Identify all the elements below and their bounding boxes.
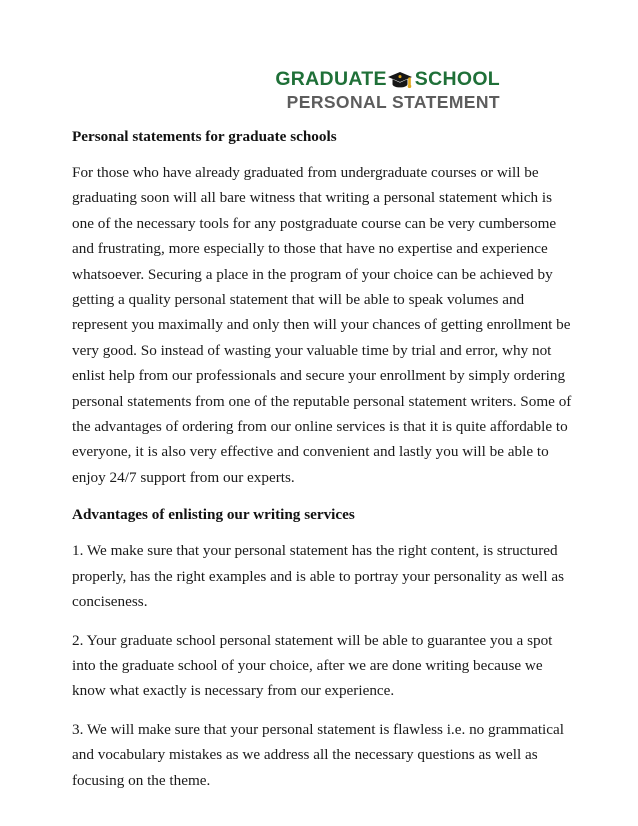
document-body bbox=[72, 126, 572, 793]
graduation-cap-icon bbox=[388, 70, 414, 89]
logo-title-line bbox=[72, 68, 500, 91]
section-heading-1: Personal statements for graduate schools bbox=[72, 128, 337, 145]
section-2-paragraph-1: 1. We make sure that your personal statement has the right content, is structured properly, has the right examples and is able to portray your personality as well as conciseness. bbox=[72, 542, 565, 611]
document-header bbox=[72, 68, 500, 113]
logo-word-school: SCHOOL bbox=[414, 68, 500, 90]
logo-subtitle: PERSONAL STATEMENT bbox=[286, 92, 500, 112]
section-heading-2: Advantages of enlisting our writing services bbox=[72, 506, 355, 524]
section-2-paragraph-3: 3. We will make sure that your personal statement is flawless i.e. no grammatical and vocabulary mistakes as we address all the necessary questions as well as focusing on the theme. bbox=[72, 720, 564, 789]
logo-word-graduate: GRADUATE bbox=[275, 68, 387, 90]
section-2-paragraph-2: 2. Your graduate school personal statement will be able to guarantee you a spot into the graduate school of your choice, after we are done writing because we know what exactly is necessary from our experience. bbox=[72, 631, 553, 700]
section-1-paragraph-1: For those who have already graduated from undergraduate courses or will be graduating soon will all bare witness that writing a personal statement which is one of the necessary tools for any postgraduate course can be very cumbersome and frustrating, more especially to those that have no expertise and experience whatsoever. Securing a place in the program of your choice can be achieved by getting a quality personal statement that will be able to speak volumes and represent you maximally and only then will your chances of getting enrollment be very good. So instead of wasting your valuable time by trial and error, why not enlist help from our professionals and secure your enrollment by simply ordering personal statements from one of the reputable personal statement writers. Some of the advantages of ordering from our online services is that it is quite affordable to everyone, it is also very effective and convenient and lastly you will be able to enjoy 24/7 support from our experts. bbox=[72, 164, 572, 486]
